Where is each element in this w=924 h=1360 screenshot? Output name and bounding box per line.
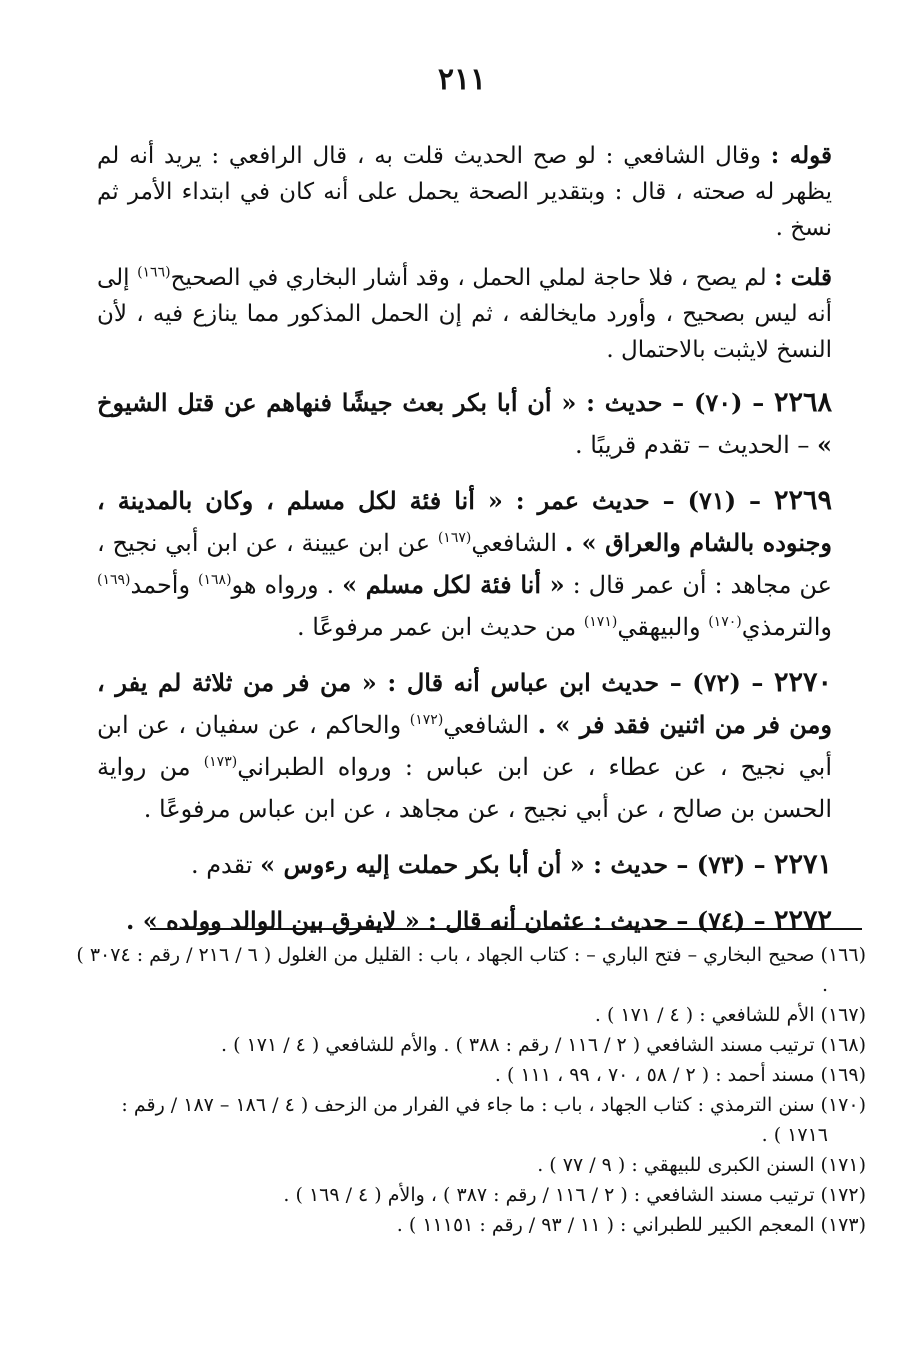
footnote: (١٦٧) الأم للشافعي : ( ٤ / ١٧١ ) . — [594, 1004, 866, 1026]
paragraph-lead: قوله : — [770, 142, 832, 169]
hadith-entry — [97, 480, 832, 648]
hadith-text: الشافعي — [471, 529, 565, 557]
hadith-text: . ورواه هو — [231, 571, 343, 599]
page-number: ٢١١ — [437, 62, 487, 97]
paragraph-text: إلى أنه ليس بصحيح ، وأورد مايخالفه ، ثم إن الحمل المذكور مما ينازع فيه ، لأن النسخ لايثبت بالاحتمال . — [97, 265, 832, 363]
footnote-marker: (١٧٣) — [203, 754, 238, 770]
hadith-heading: – (٧٠) – حديث : « أن أبا بكر بعث جيشًا فنهاهم عن قتل الشيوخ » — [97, 388, 832, 459]
footnote-marker: (١٦٦) — [137, 264, 171, 281]
hadith-number: ٢٢٦٩ — [773, 485, 832, 516]
hadith-text: الشافعي — [443, 711, 538, 739]
hadith-heading: – (٧٤) – حديث : عثمان أنه قال : « لايفرق بين الوالد وولده » . — [126, 906, 774, 935]
hadith-heading: – (٧٢) – حديث ابن عباس أنه قال : « من فر من ثلاثة لم يفر ، ومن فر من اثنين فقد فر » . — [97, 668, 832, 739]
footnote: (١٦٦) صحيح البخاري – فتح الباري – : كتاب الجهاد ، باب : القليل من الغلول ( ٦ / ٢١٦ / رقم : ٣٠٧٤ ) . — [76, 944, 866, 996]
footnote-marker: (١٧١) — [583, 614, 618, 630]
footnote-marker: (١٦٨) — [198, 572, 232, 588]
footnote: (١٦٩) مسند أحمد : ( ٢ / ٥٨ ، ٧٠ ، ٩٩ ، ١١١ ) . — [494, 1064, 866, 1086]
hadith-entry — [97, 844, 832, 886]
hadith-text: – الحديث – تقدم قريبًا . — [575, 431, 817, 459]
hadith-entry — [97, 662, 832, 830]
hadith-number: ٢٢٧٢ — [773, 905, 832, 936]
commentary-paragraph — [97, 138, 832, 246]
hadith-text: تقدم . — [190, 851, 261, 879]
hadith-text: والبيهقي — [617, 613, 709, 641]
footnotes-section — [76, 940, 866, 1240]
footnote: (١٦٨) ترتيب مسند الشافعي ( ٢ / ١١٦ / رقم : ٣٨٨ ) . والأم للشافعي ( ٤ / ١٧١ ) . — [221, 1034, 866, 1056]
hadith-number: ٢٢٧٠ — [773, 667, 832, 698]
hadith-heading: – (٧١) – حديث عمر : « أنا فئة لكل مسلم ، وكان بالمدينة ، وجنوده بالشام والعراق » . — [97, 486, 832, 557]
hadith-text: عن ابن عيينة ، عن ابن أبي نجيح ، عن مجاهد : أن عمر قال : — [97, 529, 832, 599]
hadith-heading: – (٧٣) – حديث : « أن أبا بكر حملت إليه رءوس » — [260, 850, 774, 879]
paragraph-text: وقال الشافعي : لو صح الحديث قلت به ، قال الرافعي : يريد أنه لم يظهر له صحته ، قال : وبتقدير الصحة يحمل على أنه كان في ابتداء الأمر ثم نسخ . — [97, 143, 832, 241]
footnote: (١٧٣) المعجم الكبير للطبراني : ( ١١ / ٩٣ / رقم : ١١١٥١ ) . — [396, 1214, 866, 1236]
hadith-text: والحاكم ، عن سفيان ، عن ابن أبي نجيح ، عن عطاء ، عن ابن عباس : ورواه الطبراني — [97, 711, 833, 781]
hadith-number: ٢٢٧١ — [773, 849, 832, 880]
footnote-marker: (١٧٢) — [409, 712, 444, 728]
footnote-separator — [150, 928, 862, 930]
footnote-marker: (١٦٩) — [97, 572, 131, 588]
footnote: (١٧١) السنن الكبرى للبيهقي : ( ٩ / ٧٧ ) . — [537, 1154, 866, 1176]
hadith-entry — [97, 382, 832, 466]
hadith-text: والترمذي — [741, 613, 832, 641]
main-text — [97, 138, 832, 956]
hadith-text: من حديث ابن عمر مرفوعًا . — [296, 613, 584, 641]
paragraph-text: لم يصح ، فلا حاجة لملي الحمل ، وقد أشار البخاري في الصحيح — [170, 265, 775, 291]
paragraph-lead: قلت : — [774, 264, 832, 291]
hadith-quote: « أنا فئة لكل مسلم » — [342, 570, 565, 599]
footnote-marker: (١٦٧) — [437, 530, 472, 546]
footnote: (١٧٢) ترتيب مسند الشافعي : ( ٢ / ١١٦ / رقم : ٣٨٧ ) ، والأم ( ٤ / ١٦٩ ) . — [283, 1184, 866, 1206]
footnote: (١٧٠) سنن الترمذي : كتاب الجهاد ، باب : ما جاء في الفرار من الزحف ( ٤ / ١٨٦ – ١٨٧ / رقم : ١٧١٦ ) . — [121, 1094, 866, 1146]
hadith-text: وأحمد — [130, 571, 199, 599]
commentary-paragraph — [97, 260, 832, 368]
hadith-entry — [97, 900, 832, 942]
hadith-number: ٢٢٦٨ — [773, 387, 832, 418]
footnote-marker: (١٧٠) — [708, 614, 742, 630]
hadith-text: من رواية الحسن بن صالح ، عن أبي نجيح ، عن مجاهد ، عن ابن عباس مرفوعًا . — [97, 753, 832, 823]
